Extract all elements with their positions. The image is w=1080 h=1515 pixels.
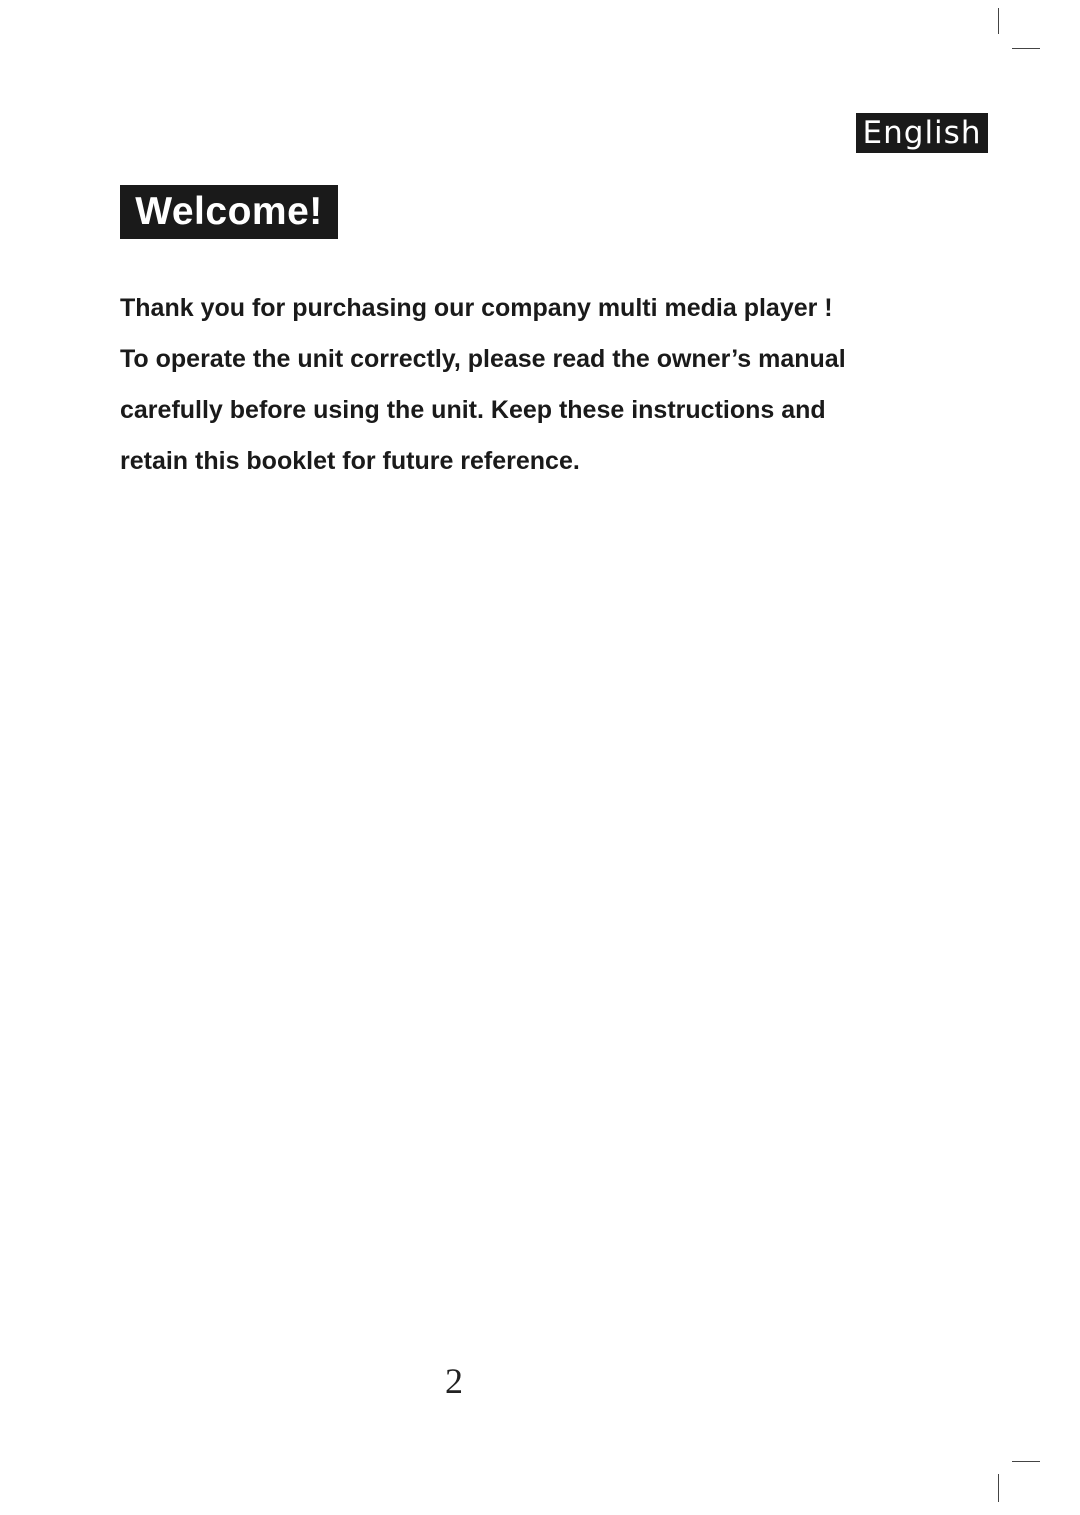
crop-mark-bottom-horizontal [1012, 1461, 1040, 1462]
crop-mark-top-horizontal [1012, 48, 1040, 49]
paragraph-line: Thank you for purchasing our company multi media player ! [120, 294, 833, 322]
section-title: Welcome! [120, 185, 338, 239]
crop-mark-top-vertical [998, 8, 999, 34]
paragraph-line: carefully before using the unit. Keep these instructions and [120, 396, 826, 424]
welcome-paragraph [120, 283, 920, 487]
paragraph-line: To operate the unit correctly, please read the owner’s manual [120, 345, 846, 373]
paragraph-line: retain this booklet for future reference. [120, 447, 580, 475]
language-badge: English [856, 113, 988, 153]
page-number: 2 [445, 1361, 463, 1401]
crop-mark-bottom-vertical [998, 1474, 999, 1502]
